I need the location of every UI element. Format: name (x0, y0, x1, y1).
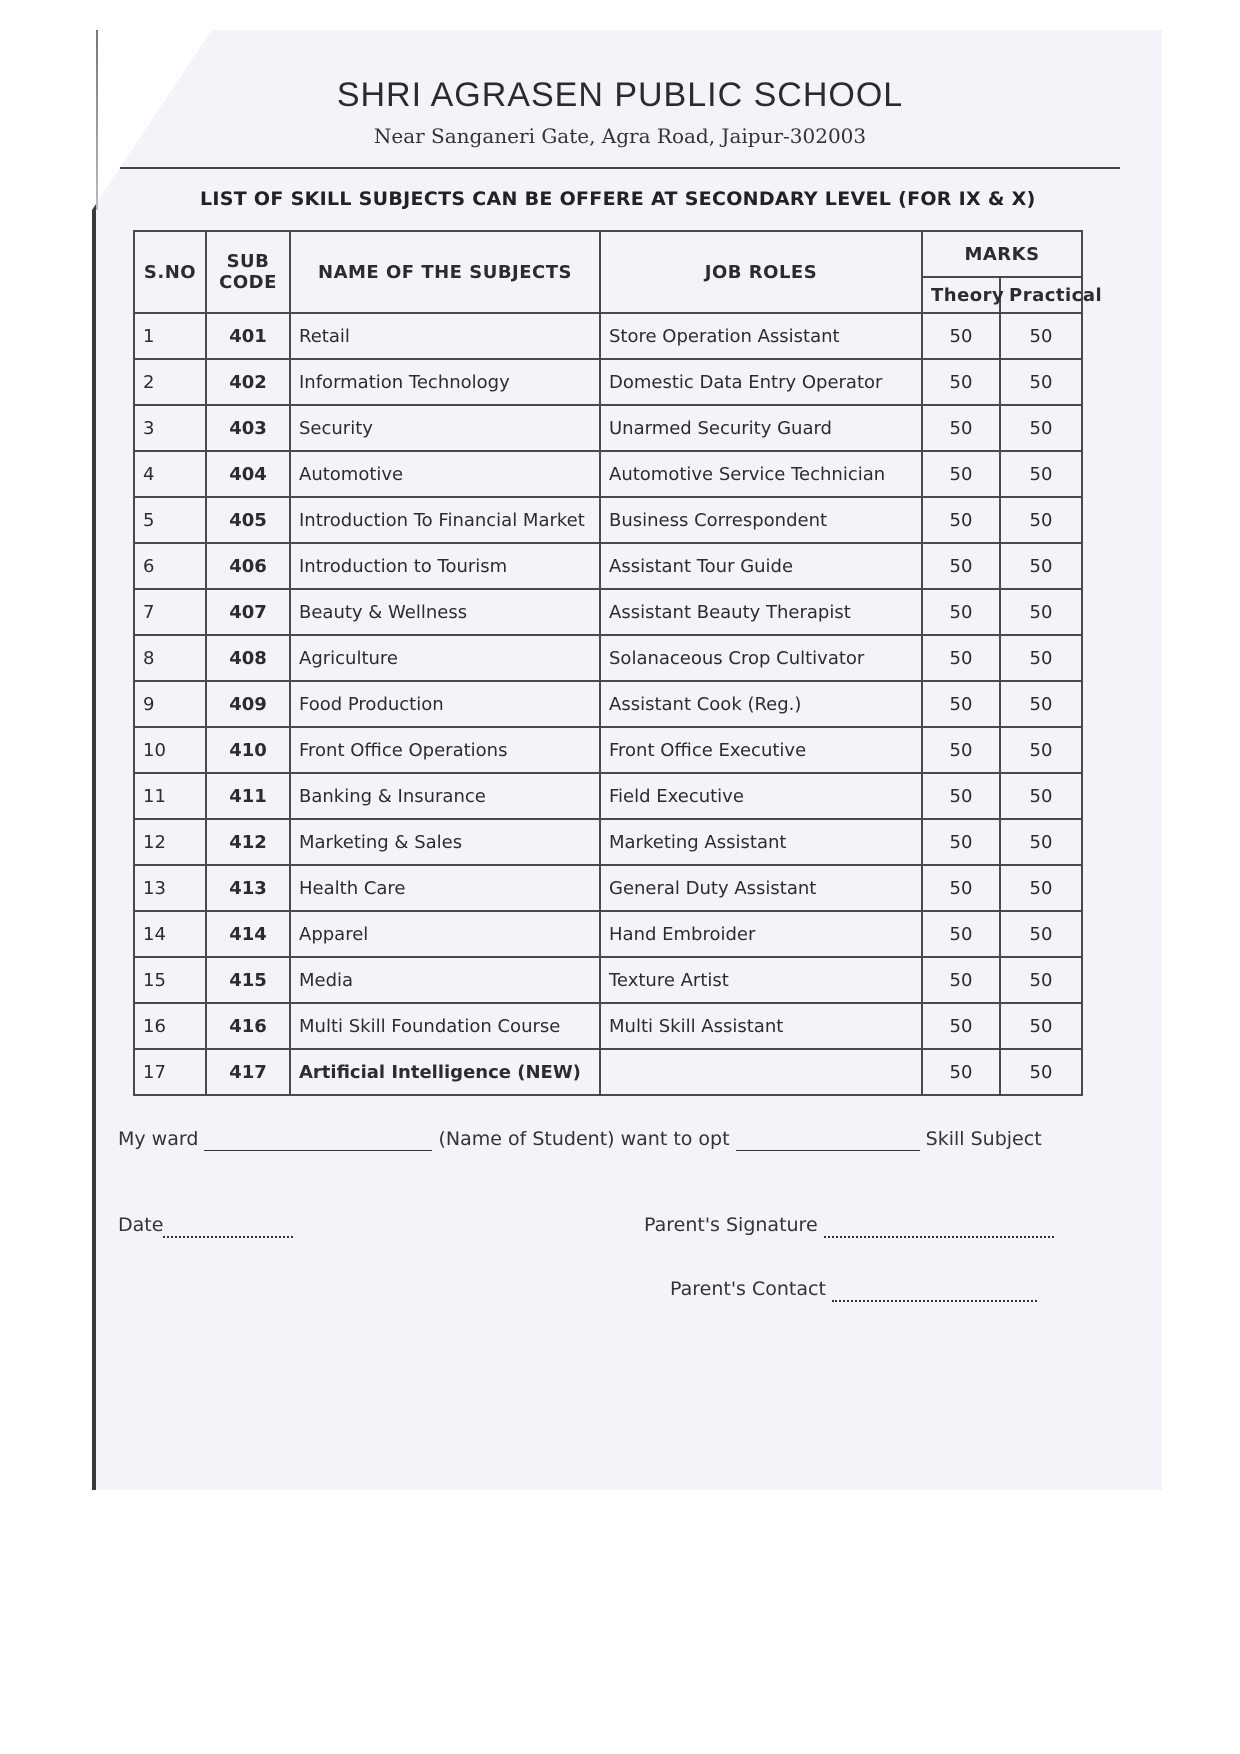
parent-contact-field[interactable] (832, 1278, 1037, 1302)
row-theory-marks: 50 (922, 727, 1000, 773)
folded-corner (92, 30, 212, 210)
date-field[interactable] (163, 1214, 293, 1238)
skill-subject-label: Skill Subject (925, 1128, 1042, 1150)
row-job-role: General Duty Assistant (600, 865, 922, 911)
row-sub-code: 410 (206, 727, 290, 773)
row-practical-marks: 50 (1000, 497, 1082, 543)
name-of-student-label: (Name of Student) want to opt (438, 1128, 730, 1150)
table-row (134, 1003, 1082, 1049)
row-theory-marks: 50 (922, 865, 1000, 911)
row-practical-marks: 50 (1000, 773, 1082, 819)
date-line (118, 1214, 293, 1238)
skill-subject-field[interactable] (736, 1128, 920, 1151)
row-subject-name: Introduction to Tourism (290, 543, 600, 589)
row-job-role: Texture Artist (600, 957, 922, 1003)
row-sub-code: 413 (206, 865, 290, 911)
row-theory-marks: 50 (922, 957, 1000, 1003)
row-subject-name: Apparel (290, 911, 600, 957)
row-practical-marks: 50 (1000, 405, 1082, 451)
row-practical-marks: 50 (1000, 635, 1082, 681)
row-subject-name: Artificial Intelligence (NEW) (290, 1049, 600, 1095)
row-theory-marks: 50 (922, 911, 1000, 957)
signature-line (644, 1214, 1054, 1238)
header-job-roles: JOB ROLES (600, 231, 922, 313)
row-job-role: Assistant Tour Guide (600, 543, 922, 589)
table-row (134, 497, 1082, 543)
row-practical-marks: 50 (1000, 865, 1082, 911)
table-row (134, 911, 1082, 957)
row-job-role: Solanaceous Crop Cultivator (600, 635, 922, 681)
row-sno: 17 (134, 1049, 206, 1095)
date-label: Date (118, 1214, 164, 1236)
row-theory-marks: 50 (922, 681, 1000, 727)
row-sno: 9 (134, 681, 206, 727)
row-sno: 10 (134, 727, 206, 773)
row-theory-marks: 50 (922, 359, 1000, 405)
row-subject-name: Media (290, 957, 600, 1003)
row-sub-code: 416 (206, 1003, 290, 1049)
row-practical-marks: 50 (1000, 589, 1082, 635)
row-job-role: Automotive Service Technician (600, 451, 922, 497)
table-row (134, 819, 1082, 865)
row-sub-code: 414 (206, 911, 290, 957)
row-theory-marks: 50 (922, 1003, 1000, 1049)
row-sub-code: 405 (206, 497, 290, 543)
row-sub-code: 407 (206, 589, 290, 635)
row-subject-name: Information Technology (290, 359, 600, 405)
school-name: SHRI AGRASEN PUBLIC SCHOOL (336, 76, 904, 114)
row-practical-marks: 50 (1000, 543, 1082, 589)
row-subject-name: Security (290, 405, 600, 451)
student-name-field[interactable] (204, 1128, 432, 1151)
row-theory-marks: 50 (922, 773, 1000, 819)
row-job-role: Assistant Cook (Reg.) (600, 681, 922, 727)
row-sub-code: 417 (206, 1049, 290, 1095)
header-sno: S.NO (134, 231, 206, 313)
row-theory-marks: 50 (922, 589, 1000, 635)
row-sub-code: 408 (206, 635, 290, 681)
list-title: LIST OF SKILL SUBJECTS CAN BE OFFERE AT SECONDARY LEVEL (FOR IX & X) (200, 188, 1036, 210)
row-subject-name: Introduction To Financial Market (290, 497, 600, 543)
row-job-role: Marketing Assistant (600, 819, 922, 865)
row-sno: 13 (134, 865, 206, 911)
school-address: Near Sanganeri Gate, Agra Road, Jaipur-302003 (373, 124, 867, 148)
row-sub-code: 404 (206, 451, 290, 497)
row-practical-marks: 50 (1000, 727, 1082, 773)
row-theory-marks: 50 (922, 497, 1000, 543)
row-subject-name: Banking & Insurance (290, 773, 600, 819)
row-sno: 3 (134, 405, 206, 451)
ward-line (118, 1128, 1042, 1151)
row-job-role: Field Executive (600, 773, 922, 819)
parent-signature-label: Parent's Signature (644, 1214, 818, 1236)
row-subject-name: Retail (290, 313, 600, 359)
table-row (134, 451, 1082, 497)
row-sno: 16 (134, 1003, 206, 1049)
row-theory-marks: 50 (922, 635, 1000, 681)
row-job-role: Assistant Beauty Therapist (600, 589, 922, 635)
parent-contact-label: Parent's Contact (670, 1278, 826, 1300)
row-practical-marks: 50 (1000, 681, 1082, 727)
header-theory: Theory (922, 277, 1000, 313)
row-job-role: Store Operation Assistant (600, 313, 922, 359)
table-row (134, 589, 1082, 635)
row-theory-marks: 50 (922, 405, 1000, 451)
row-job-role: Domestic Data Entry Operator (600, 359, 922, 405)
row-subject-name: Multi Skill Foundation Course (290, 1003, 600, 1049)
row-subject-name: Marketing & Sales (290, 819, 600, 865)
table-row (134, 313, 1082, 359)
folded-corner-edge (96, 30, 98, 210)
row-sub-code: 409 (206, 681, 290, 727)
table-row (134, 681, 1082, 727)
row-sub-code: 412 (206, 819, 290, 865)
ward-label: My ward (118, 1128, 199, 1150)
row-theory-marks: 50 (922, 451, 1000, 497)
row-practical-marks: 50 (1000, 1049, 1082, 1095)
row-sub-code: 402 (206, 359, 290, 405)
row-theory-marks: 50 (922, 1049, 1000, 1095)
row-subject-name: Food Production (290, 681, 600, 727)
row-subject-name: Beauty & Wellness (290, 589, 600, 635)
table-row (134, 865, 1082, 911)
row-job-role: Business Correspondent (600, 497, 922, 543)
row-job-role: Front Office Executive (600, 727, 922, 773)
table-row (134, 727, 1082, 773)
table-row (134, 773, 1082, 819)
row-sub-code: 401 (206, 313, 290, 359)
row-sno: 8 (134, 635, 206, 681)
row-theory-marks: 50 (922, 819, 1000, 865)
row-sno: 1 (134, 313, 206, 359)
row-sno: 4 (134, 451, 206, 497)
table-row (134, 635, 1082, 681)
row-subject-name: Agriculture (290, 635, 600, 681)
table-row (134, 957, 1082, 1003)
row-sno: 12 (134, 819, 206, 865)
row-sub-code: 415 (206, 957, 290, 1003)
header-sub-code: SUB CODE (206, 231, 290, 313)
row-practical-marks: 50 (1000, 819, 1082, 865)
table-row (134, 359, 1082, 405)
row-practical-marks: 50 (1000, 359, 1082, 405)
table-row (134, 405, 1082, 451)
row-sub-code: 403 (206, 405, 290, 451)
table-row (134, 1049, 1082, 1095)
row-theory-marks: 50 (922, 543, 1000, 589)
row-subject-name: Health Care (290, 865, 600, 911)
row-practical-marks: 50 (1000, 911, 1082, 957)
header-subject-name: NAME OF THE SUBJECTS (290, 231, 600, 313)
row-practical-marks: 50 (1000, 1003, 1082, 1049)
row-practical-marks: 50 (1000, 313, 1082, 359)
skill-subjects-table (133, 230, 1103, 1096)
row-theory-marks: 50 (922, 313, 1000, 359)
row-practical-marks: 50 (1000, 451, 1082, 497)
header-marks: MARKS (922, 231, 1082, 277)
row-practical-marks: 50 (1000, 957, 1082, 1003)
row-sno: 7 (134, 589, 206, 635)
row-sno: 6 (134, 543, 206, 589)
table-row (134, 543, 1082, 589)
header-divider (120, 167, 1120, 169)
row-job-role: Hand Embroider (600, 911, 922, 957)
row-sno: 14 (134, 911, 206, 957)
row-sub-code: 406 (206, 543, 290, 589)
row-sno: 5 (134, 497, 206, 543)
row-sno: 2 (134, 359, 206, 405)
row-sno: 15 (134, 957, 206, 1003)
contact-line (670, 1278, 1037, 1302)
row-job-role (600, 1049, 922, 1095)
header-practical: Practical (1000, 277, 1082, 313)
row-job-role: Multi Skill Assistant (600, 1003, 922, 1049)
row-subject-name: Automotive (290, 451, 600, 497)
row-sno: 11 (134, 773, 206, 819)
row-job-role: Unarmed Security Guard (600, 405, 922, 451)
row-sub-code: 411 (206, 773, 290, 819)
parent-signature-field[interactable] (824, 1214, 1054, 1238)
row-subject-name: Front Office Operations (290, 727, 600, 773)
